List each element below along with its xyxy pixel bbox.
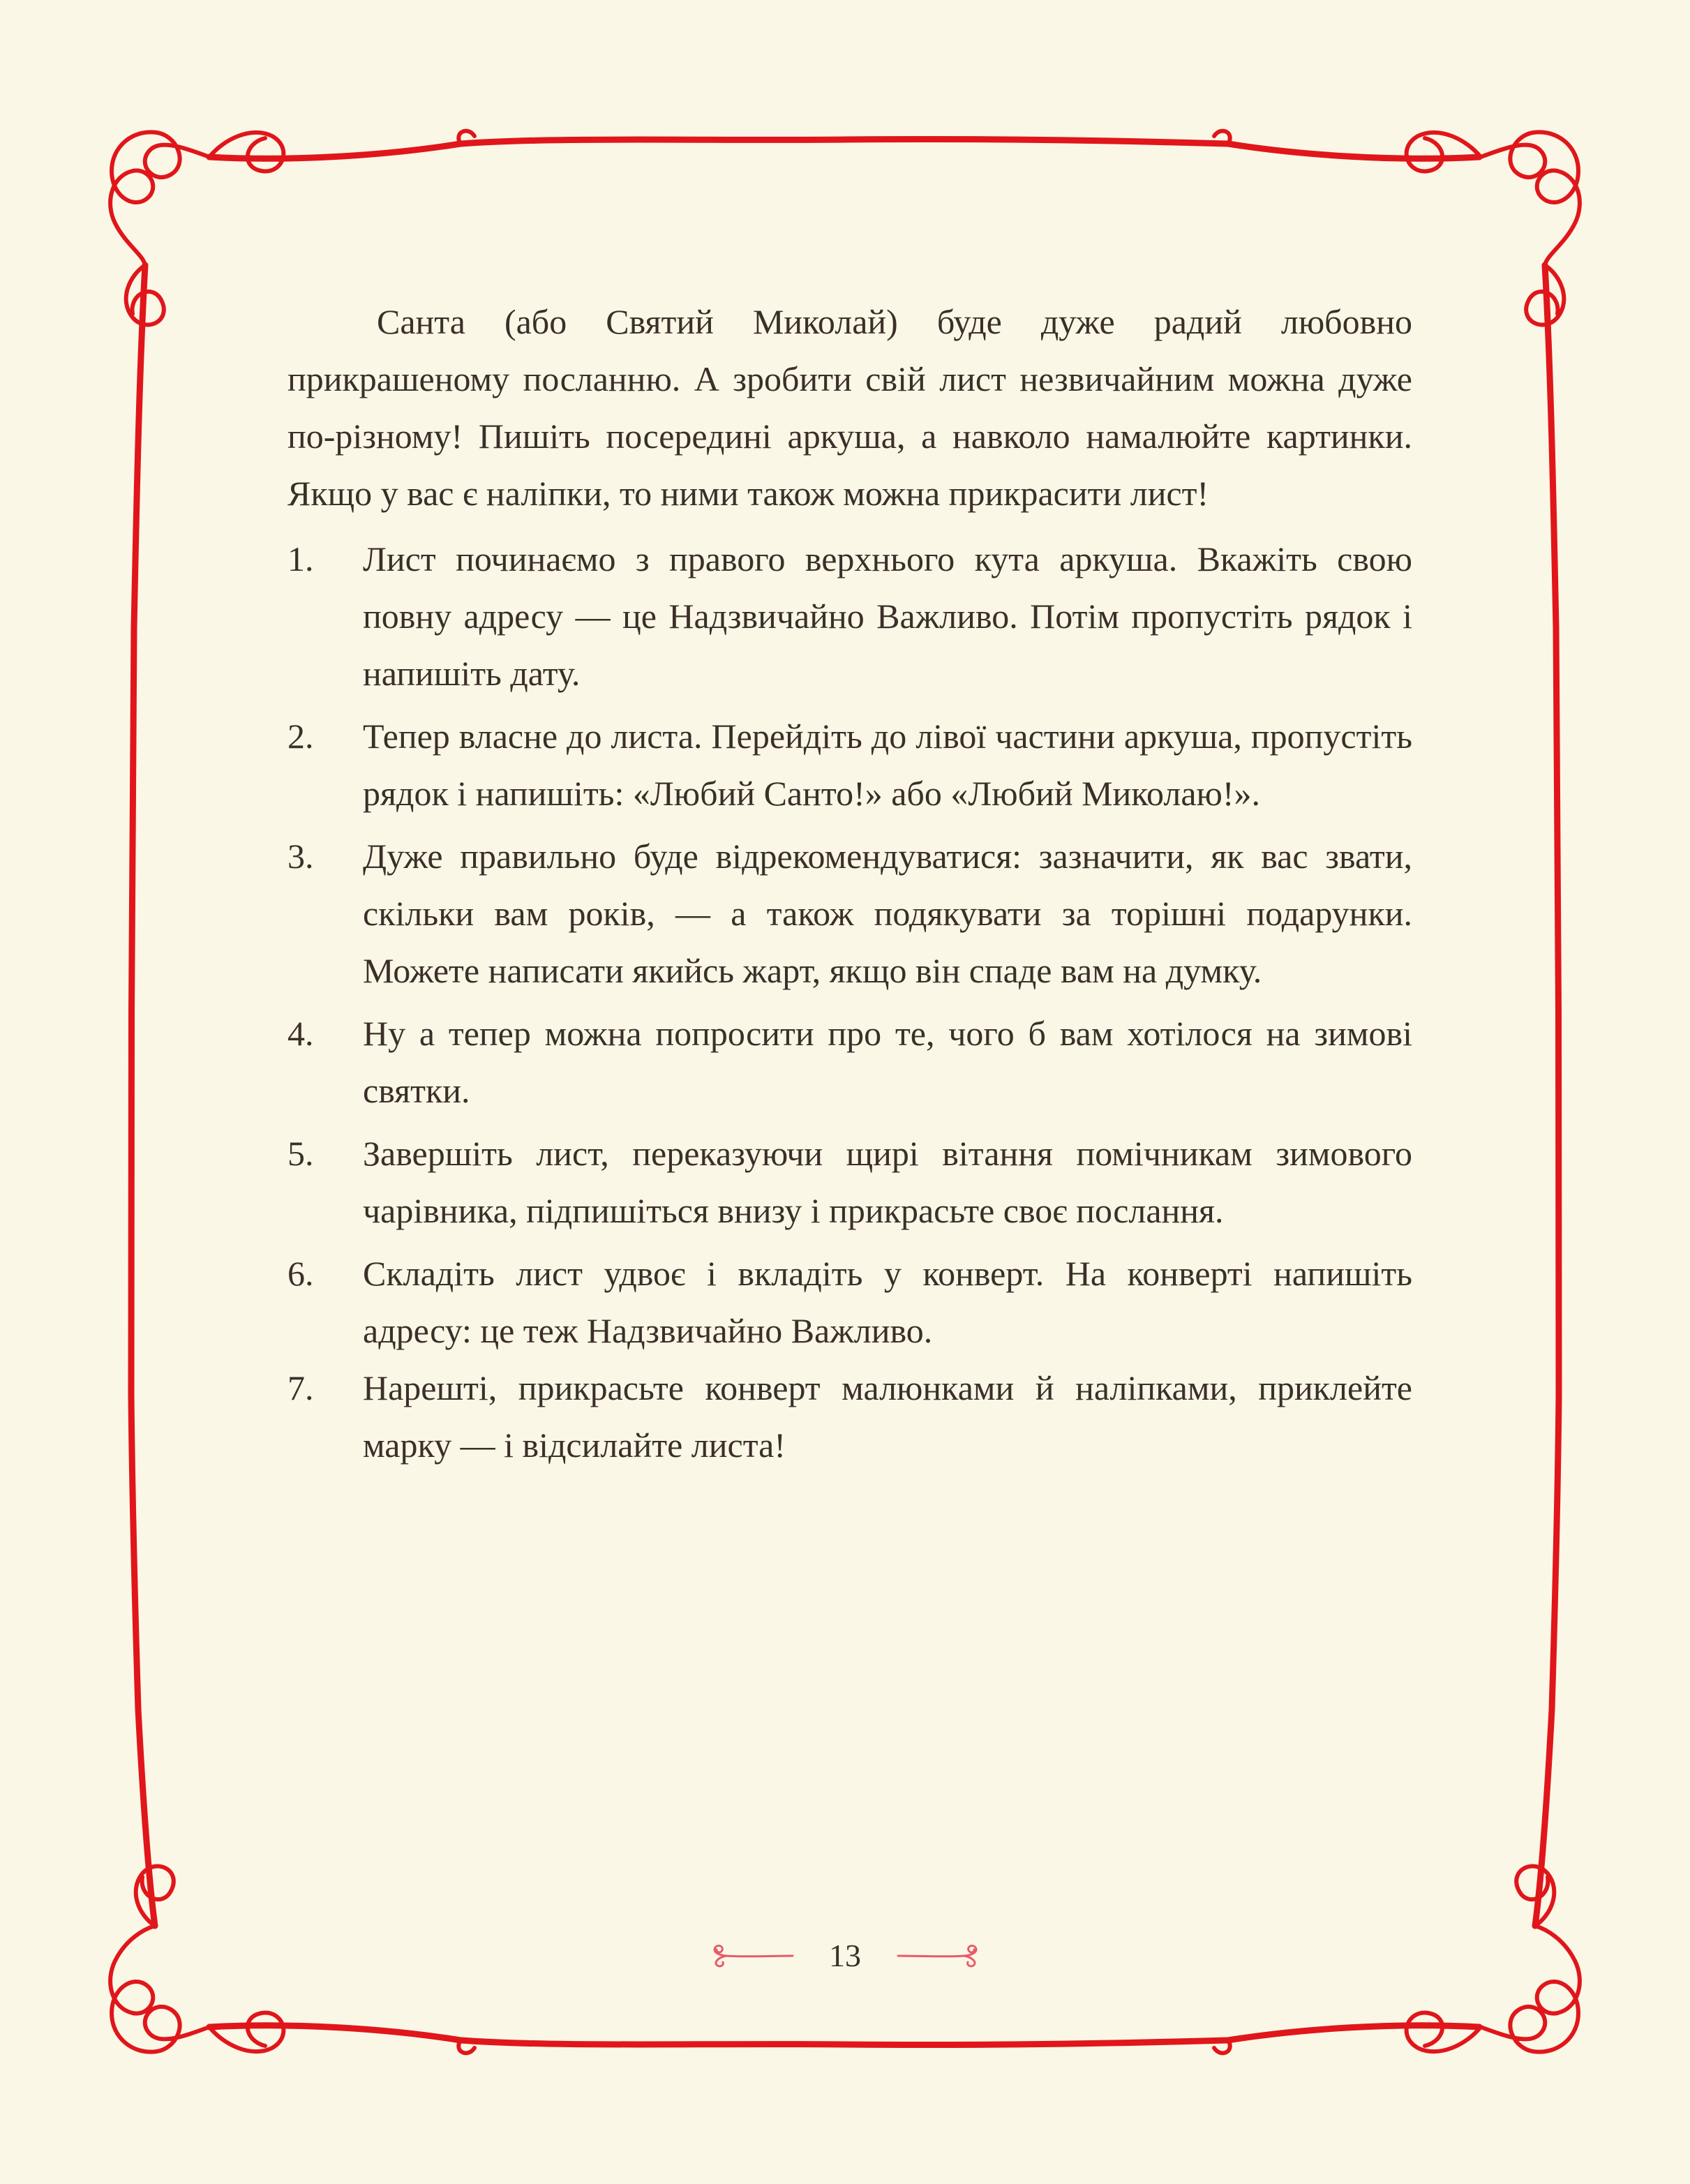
right-swirl-ornament-icon — [895, 1942, 985, 1970]
step-number: 3. — [287, 837, 314, 876]
step-number: 2. — [287, 717, 314, 756]
list-item — [287, 708, 1412, 822]
step-number: 4. — [287, 1014, 314, 1053]
step-text: Тепер власне до листа. Перейдіть до лівої частини аркуша, пропустіть рядок і напишіть: «Любий Санто!» або «Любий Миколаю!». — [363, 717, 1412, 813]
body-text — [287, 293, 1412, 1479]
left-swirl-ornament-icon — [705, 1942, 796, 1970]
step-text: Ну а тепер можна попросити про те, чого б вам хотілося на зимові святки. — [363, 1014, 1412, 1110]
page-footer — [0, 1929, 1690, 1980]
step-text: Лист починаємо з правого верхнього кута аркуша. Вкажіть свою повну адресу — це Надзвичайно Важливо. Потім пропустіть рядок і напишіть дату. — [363, 539, 1412, 693]
step-number: 1. — [287, 539, 314, 578]
step-number: 5. — [287, 1134, 314, 1173]
list-item — [287, 1359, 1412, 1474]
step-text: Дуже правильно буде відрекомендуватися: зазначити, як вас звати, скільки вам років, — а також подякувати за торішні подарунки. Можете написати якийсь жарт, якщо він спаде вам на думку. — [363, 837, 1412, 990]
intro-paragraph: Санта (або Святий Миколай) буде дуже радий любовно прикрашеному посланню. А зробити свій лист незвичайним можна дуже по-різному! Пишіть посередині аркуша, а навколо намалюйте картинки. Якщо у вас є наліпки, то ними також можна прикрасити лист! — [287, 302, 1412, 513]
list-item — [287, 1245, 1412, 1359]
list-item — [287, 530, 1412, 702]
page-number: 13 — [829, 1938, 861, 1974]
list-item — [287, 1125, 1412, 1239]
step-text: Завершіть лист, переказуючи щирі вітання помічникам зимового чарівника, підпишіться внизу і прикрасьте своє послання. — [363, 1134, 1412, 1230]
list-item — [287, 828, 1412, 999]
step-number: 6. — [287, 1254, 314, 1293]
list-item — [287, 1005, 1412, 1119]
step-text: Складіть лист удвоє і вкладіть у конверт. На конверті напишіть адресу: це теж Надзвичайно Важливо. — [363, 1254, 1412, 1350]
steps-list — [287, 530, 1412, 1474]
step-number: 7. — [287, 1368, 314, 1407]
step-text: Нарешті, прикрасьте конверт малюнками й наліпками, приклейте марку — і відсилайте листа! — [363, 1368, 1412, 1465]
